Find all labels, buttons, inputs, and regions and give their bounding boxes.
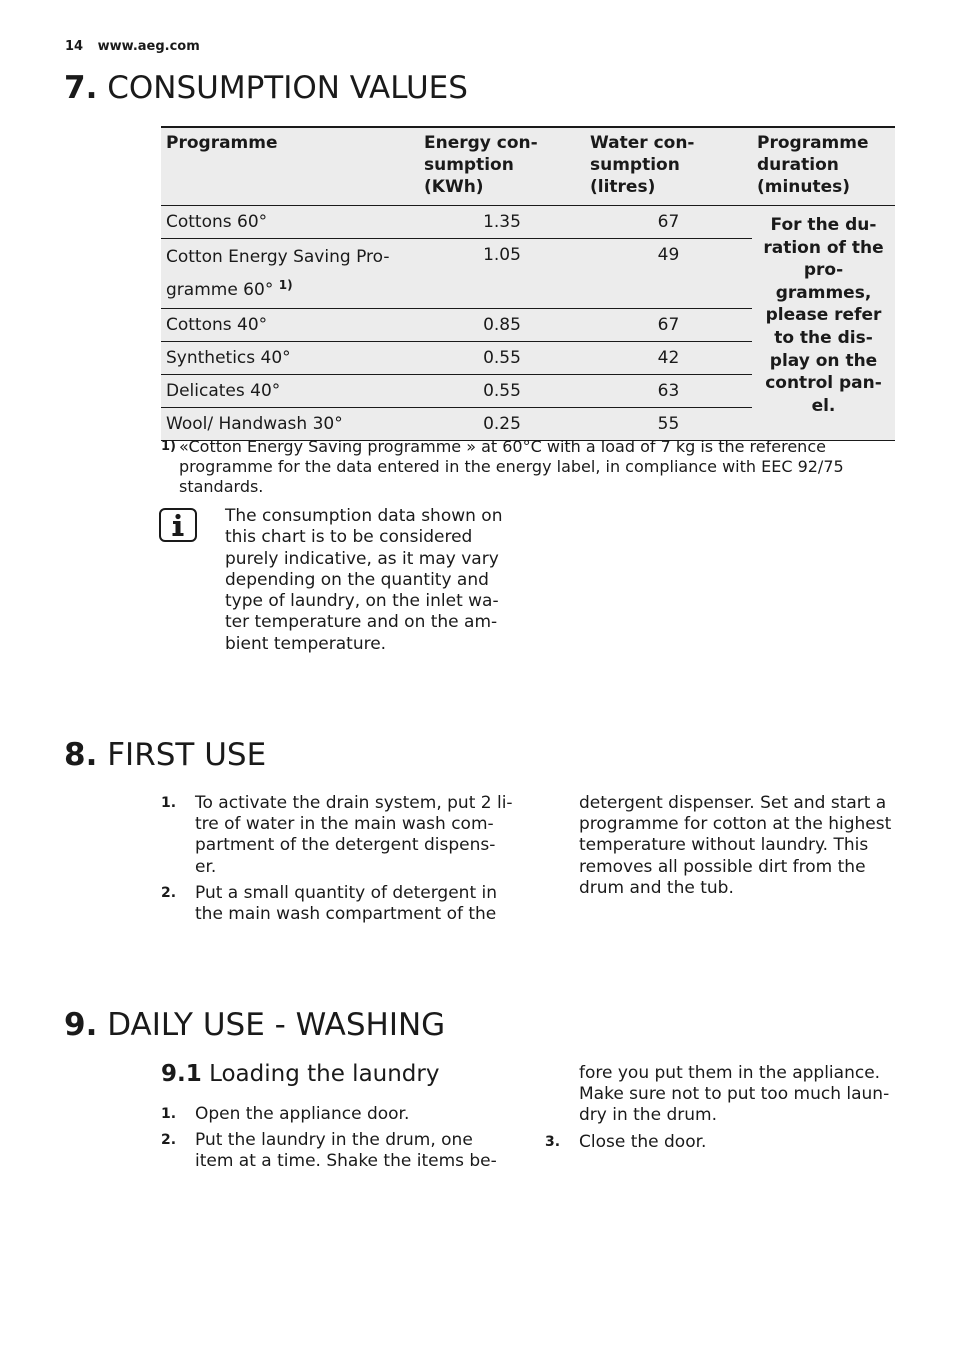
section-title: DAILY USE - WASHING	[107, 1007, 446, 1043]
first-use-continuation: detergent dispenser. Set and start a programme for cotton at the highest temperature without laundry. This removes all possible dirt from the drum and the tub.	[579, 793, 892, 898]
list-item	[161, 1130, 521, 1172]
footnote-marker: 1)	[161, 439, 176, 454]
section-9-heading	[64, 1006, 445, 1044]
page-number: 14	[65, 39, 84, 54]
step-text: Close the door.	[579, 1132, 707, 1152]
cell-water: 67	[585, 309, 752, 342]
col-header-energy: Energy con- sumption (KWh)	[419, 127, 585, 206]
footnote-ref: 1)	[278, 278, 293, 292]
consumption-table	[161, 126, 895, 441]
subsection-title: Loading the laundry	[209, 1061, 440, 1087]
list-item	[161, 883, 521, 925]
step-text: Open the appliance door.	[195, 1104, 410, 1124]
step-number: 2.	[161, 1132, 177, 1149]
section-number: 7.	[64, 70, 98, 106]
table-row	[161, 206, 895, 239]
loading-step-3	[545, 1132, 925, 1158]
cell-water: 55	[585, 408, 752, 441]
cell-water: 67	[585, 206, 752, 239]
loading-steps	[161, 1104, 521, 1178]
col-header-water: Water con- sumption (litres)	[585, 127, 752, 206]
table-footnote	[161, 437, 861, 497]
subsection-heading	[161, 1061, 439, 1087]
first-use-steps	[161, 793, 521, 930]
list-item	[161, 793, 521, 878]
section-number: 8.	[64, 737, 98, 773]
cell-programme: Wool/ Handwash 30°	[161, 408, 419, 441]
cell-water: 42	[585, 342, 752, 375]
step-number: 1.	[161, 795, 177, 811]
cell-duration-note: For the du- ration of the pro- grammes, please refer to the dis- play on the control pan- el.	[752, 206, 895, 441]
step-number: 3.	[545, 1134, 561, 1150]
section-title: FIRST USE	[107, 737, 267, 773]
step-number: 1.	[161, 1106, 177, 1122]
info-note: The consumption data shown on this chart is to be considered purely indicative, as it may vary depending on the quantity and type of laundry, on the inlet wa- ter temperature and on the am- bient temperature.	[225, 506, 503, 654]
table-header-row	[161, 127, 895, 206]
section-8-heading	[64, 736, 266, 774]
cell-programme: Cottons 40°	[161, 309, 419, 342]
step-text: Put the laundry in the drum, one item at a time. Shake the items be-	[195, 1130, 497, 1172]
cell-energy: 0.55	[419, 375, 585, 408]
cell-energy: 0.55	[419, 342, 585, 375]
step-number: 2.	[161, 884, 177, 901]
cell-water: 49	[585, 239, 752, 309]
cell-energy: 0.25	[419, 408, 585, 441]
list-item	[161, 1104, 521, 1125]
cell-energy: 0.85	[419, 309, 585, 342]
subsection-number: 9.1	[161, 1061, 202, 1087]
loading-continuation: fore you put them in the appliance. Make sure not to put too much laun- dry in the drum.	[579, 1063, 890, 1126]
cell-energy: 1.05	[419, 239, 585, 309]
col-header-programme: Programme	[161, 127, 419, 206]
cell-water: 63	[585, 375, 752, 408]
col-header-duration: Programme duration (minutes)	[752, 127, 895, 206]
list-item	[545, 1132, 925, 1153]
section-number: 9.	[64, 1007, 98, 1043]
info-icon	[159, 508, 197, 542]
step-text: Put a small quantity of detergent in the main wash compartment of the	[195, 882, 498, 925]
cell-programme: Cottons 60°	[161, 206, 419, 239]
footnote-text: «Cotton Energy Saving programme » at 60°C with a load of 7 kg is the reference programme for the data entered in the energy label, in compliance with EEC 92/75 standards.	[179, 437, 844, 496]
section-title: CONSUMPTION VALUES	[107, 70, 468, 106]
step-text: To activate the drain system, put 2 li- tre of water in the main wash com- partment of the detergent dispens- er.	[195, 793, 513, 877]
cell-programme: Synthetics 40°	[161, 342, 419, 375]
page-header	[65, 39, 200, 54]
section-7-heading	[64, 69, 468, 107]
header-url[interactable]: www.aeg.com	[97, 39, 200, 54]
cell-programme: Delicates 40°	[161, 375, 419, 408]
cell-energy: 1.35	[419, 206, 585, 239]
cell-programme: Cotton Energy Saving Pro- gramme 60° $^{1)}$	[161, 239, 419, 309]
